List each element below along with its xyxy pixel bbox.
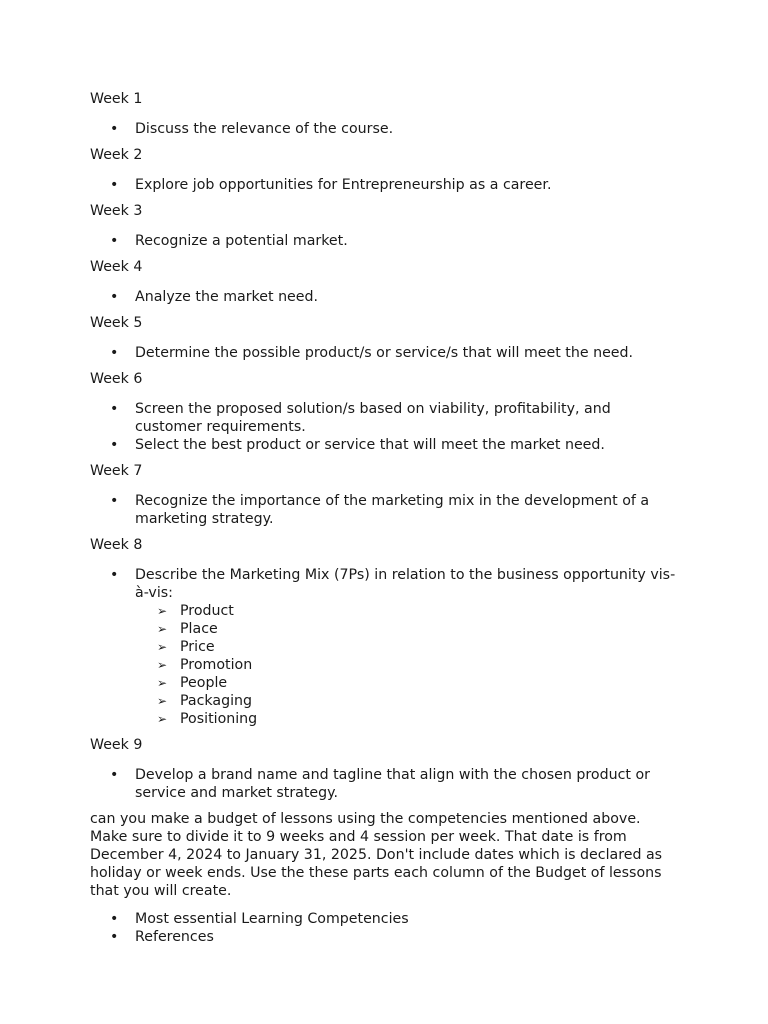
bullet-icon: •	[110, 345, 119, 361]
sub-item	[135, 620, 680, 638]
sub-item	[135, 674, 680, 692]
sub-item	[135, 710, 680, 728]
column-item	[90, 910, 680, 928]
competency-item	[90, 120, 680, 138]
column-item	[90, 928, 680, 946]
bullet-icon: •	[110, 911, 119, 927]
week-heading: Week 7	[90, 463, 143, 479]
bullet-icon: •	[110, 929, 119, 945]
bullet-icon: •	[110, 767, 119, 783]
bullet-icon: •	[110, 121, 119, 137]
competency-text: Develop a brand name and tagline that align with the chosen product or service and market strategy.	[135, 767, 650, 801]
competency-list	[90, 766, 680, 802]
sub-item-text: People	[180, 675, 228, 691]
competency-text: Explore job opportunities for Entrepreneurship as a career.	[135, 177, 552, 193]
sub-item	[135, 638, 680, 656]
bullet-icon: •	[110, 233, 119, 249]
sub-item-text: Packaging	[180, 693, 253, 709]
sub-item-text: Promotion	[180, 657, 253, 673]
column-text: Most essential Learning Competencies	[135, 911, 409, 927]
competency-text: Describe the Marketing Mix (7Ps) in relation to the business opportunity vis-à-vis:	[135, 567, 676, 601]
sub-item	[135, 692, 680, 710]
competency-list	[90, 120, 680, 138]
sub-item-text: Product	[180, 603, 234, 619]
competency-list	[90, 400, 680, 454]
week-heading: Week 8	[90, 537, 143, 553]
week-heading: Week 1	[90, 91, 143, 107]
competency-list	[90, 232, 680, 250]
bullet-icon: •	[110, 493, 119, 509]
week-heading: Week 3	[90, 203, 143, 219]
week-heading: Week 9	[90, 737, 143, 753]
competency-item	[90, 344, 680, 362]
sub-item	[135, 656, 680, 674]
competency-item	[90, 766, 680, 802]
competency-text: Discuss the relevance of the course.	[135, 121, 394, 137]
arrow-bullet-icon: ➢	[157, 604, 168, 618]
arrow-bullet-icon: ➢	[157, 676, 168, 690]
arrow-bullet-icon: ➢	[157, 694, 168, 708]
sub-item-text: Place	[180, 621, 218, 637]
competency-list	[90, 344, 680, 362]
competency-text: Recognize a potential market.	[135, 233, 348, 249]
competency-item	[90, 176, 680, 194]
competency-item	[90, 492, 680, 528]
bullet-icon: •	[110, 401, 119, 417]
competency-text: Recognize the importance of the marketing mix in the development of a marketing strategy.	[135, 493, 650, 527]
bullet-icon: •	[110, 567, 119, 583]
sub-item	[135, 602, 680, 620]
arrow-bullet-icon: ➢	[157, 658, 168, 672]
competency-text: Select the best product or service that will meet the market need.	[135, 437, 605, 453]
document-body	[90, 90, 680, 954]
column-text: References	[135, 929, 214, 945]
week-heading: Week 5	[90, 315, 143, 331]
bullet-icon: •	[110, 177, 119, 193]
competency-list	[90, 176, 680, 194]
week-heading: Week 6	[90, 371, 143, 387]
competency-item	[90, 436, 680, 454]
arrow-bullet-icon: ➢	[157, 712, 168, 726]
competency-item	[90, 232, 680, 250]
competency-text: Determine the possible product/s or service/s that will meet the need.	[135, 345, 634, 361]
week-heading: Week 2	[90, 147, 143, 163]
arrow-bullet-icon: ➢	[157, 640, 168, 654]
competency-list	[90, 288, 680, 306]
columns-list	[90, 910, 680, 946]
week-heading: Week 4	[90, 259, 143, 275]
competency-text: Screen the proposed solution/s based on viability, profitability, and customer requirements.	[135, 401, 611, 435]
arrow-bullet-icon: ➢	[157, 622, 168, 636]
competency-item	[90, 288, 680, 306]
competency-text: Analyze the market need.	[135, 289, 319, 305]
competency-list	[90, 566, 680, 728]
sub-list	[135, 602, 680, 728]
competency-list	[90, 492, 680, 528]
competency-item	[90, 566, 680, 728]
bullet-icon: •	[110, 437, 119, 453]
request-paragraph: can you make a budget of lessons using the competencies mentioned above. Make sure to divide it to 9 weeks and 4 session per week. That date is from December 4, 2024 to January 31, 2025. Don't include dates which is declared as holiday or week ends. Use the these parts each column of the Budget of lessons that you will create.	[90, 811, 663, 899]
competency-item	[90, 400, 680, 436]
sub-item-text: Price	[180, 639, 215, 655]
bullet-icon: •	[110, 289, 119, 305]
sub-item-text: Positioning	[180, 711, 258, 727]
